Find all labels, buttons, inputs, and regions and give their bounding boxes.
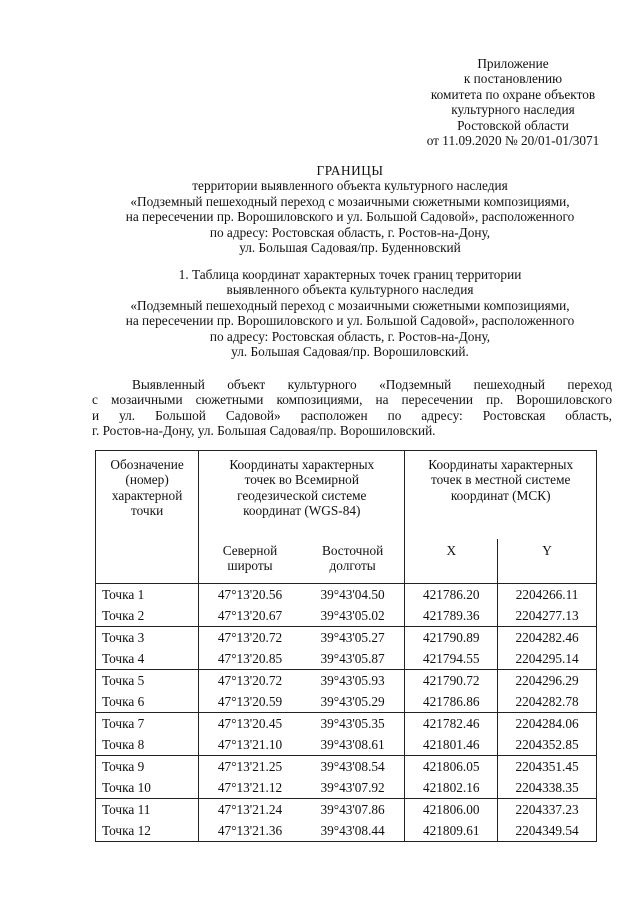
intro-line: г. Ростов-на-Дону, ул. Большая Садовая/пр. Ворошиловский. [92,423,436,439]
y-cell: 2204337.23 [498,799,597,821]
y-cell: 2204295.14 [515,650,579,666]
latitude-cell: 47°13'21.24 [199,799,301,821]
intro-paragraph [92,377,612,439]
latitude-cell: 47°13'20.56 [199,584,301,606]
latitude-cell: 47°13'21.12 [217,779,283,795]
appendix-line: комитета по охране объектов [430,86,596,102]
table-row [96,734,597,756]
table-row [96,799,597,821]
table-title-line: на пересечении пр. Ворошиловского и ул. Большой Садовой», расположенного [125,313,575,329]
title-line: «Подземный пешеходный переход с мозаичными сюжетными композициями, [130,193,570,209]
table-title-line: по адресу: Ростовская область, г. Ростов-на-Дону, [209,328,491,344]
header-x: X [405,539,498,584]
x-cell: 421786.86 [405,691,498,713]
x-cell: 421809.61 [405,820,498,842]
latitude-cell: 47°13'21.10 [217,736,283,752]
table-row [96,820,597,842]
latitude-cell: 47°13'20.72 [199,670,301,692]
table-row [96,648,597,670]
table-title-line: выявленного объекта культурного наследия [226,282,474,298]
table-row [96,777,597,799]
longitude-cell: 39°43'05.29 [301,691,405,713]
y-cell: 2204282.78 [515,693,579,709]
y-cell: 2204338.35 [515,779,579,795]
table-title-block [80,267,620,359]
table-row [96,670,597,692]
latitude-cell: 47°13'20.67 [217,607,283,623]
table-row [96,691,597,713]
coordinates-table [95,450,597,842]
longitude-cell: 39°43'05.27 [301,627,405,649]
longitude-cell: 39°43'05.02 [301,605,405,627]
point-cell: Точка 10 [96,777,199,799]
appendix-line: Ростовской области [457,117,569,133]
latitude-cell: 47°13'20.45 [199,713,301,735]
header-designation: Обозначение (номер) характерной точки [96,451,199,584]
appendix-line: к постановлению [463,71,563,87]
x-cell: 421802.16 [405,777,498,799]
intro-line: и ул. Большой Садовой» расположен по адресу: Ростовская область, [92,407,612,423]
appendix-date-number: от 11.09.2020 № 20/01-01/3071 [426,133,600,149]
latitude-cell: 47°13'20.85 [217,650,283,666]
table-row [96,756,597,778]
title-line: по адресу: Ростовская область, г. Ростов-на-Дону, [209,224,491,240]
header-msk: Координаты характерных точек в местной системе координат (МСК) [428,457,574,503]
x-cell: 421806.05 [405,756,498,778]
longitude-cell: 39°43'08.61 [301,734,405,756]
latitude-cell: 47°13'21.36 [217,822,283,838]
y-cell: 2204266.11 [498,584,597,606]
point-cell: Точка 9 [96,756,199,778]
point-cell: Точка 2 [96,605,199,627]
longitude-cell: 39°43'08.44 [301,820,405,842]
table-row [96,584,597,606]
point-cell: Точка 11 [96,799,199,821]
y-cell: 2204277.13 [515,607,579,623]
longitude-cell: 39°43'07.86 [301,799,405,821]
header-east-longitude: Восточной долготы [301,539,405,584]
y-cell: 2204351.45 [498,756,597,778]
title-line: ул. Большая Садовая/пр. Буденновский [239,240,461,256]
appendix-line: Приложение [477,56,549,71]
point-cell: Точка 8 [96,734,199,756]
y-cell: 2204282.46 [498,627,597,649]
latitude-cell: 47°13'21.25 [199,756,301,778]
latitude-cell: 47°13'20.72 [199,627,301,649]
point-cell: Точка 1 [96,584,199,606]
table-row [96,627,597,649]
longitude-cell: 39°43'05.93 [301,670,405,692]
title-line: территории выявленного объекта культурного наследия [192,178,508,194]
table-title-line: 1. Таблица координат характерных точек границ территории [178,267,522,282]
appendix-line: культурного наследия [451,102,575,118]
table-row [96,605,597,627]
document-heading: ГРАНИЦЫ [316,163,384,178]
longitude-cell: 39°43'05.35 [301,713,405,735]
x-cell: 421786.20 [405,584,498,606]
x-cell: 421790.72 [405,670,498,692]
title-line: на пересечении пр. Ворошиловского и ул. Большой Садовой», расположенного [125,209,575,225]
y-cell: 2204352.85 [515,736,579,752]
intro-line: с мозаичными сюжетными композициями, на пересечении пр. Ворошиловского [92,392,612,408]
y-cell: 2204349.54 [515,822,579,838]
header-wgs84: Координаты характерных точек во Всемирной геодезической системе координат (WGS-84) [199,451,405,540]
x-cell: 421801.46 [405,734,498,756]
x-cell: 421790.89 [405,627,498,649]
x-cell: 421806.00 [405,799,498,821]
y-cell: 2204284.06 [498,713,597,735]
longitude-cell: 39°43'04.50 [301,584,405,606]
header-y: Y [542,543,552,558]
x-cell: 421782.46 [405,713,498,735]
latitude-cell: 47°13'20.59 [217,693,283,709]
x-cell: 421794.55 [405,648,498,670]
header-north-latitude: Северной широты [222,543,278,574]
x-cell: 421789.36 [405,605,498,627]
y-cell: 2204296.29 [498,670,597,692]
table-title-line: «Подземный пешеходный переход с мозаичными сюжетными композициями, [130,297,570,313]
point-cell: Точка 12 [96,820,199,842]
point-cell: Точка 6 [96,691,199,713]
longitude-cell: 39°43'07.92 [301,777,405,799]
longitude-cell: 39°43'08.54 [301,756,405,778]
table-title-line: ул. Большая Садовая/пр. Ворошиловский. [231,344,469,360]
intro-line: Выявленный объект культурного «Подземный пешеходный переход [132,377,612,392]
table-row [96,713,597,735]
appendix-block [395,56,631,148]
point-cell: Точка 4 [96,648,199,670]
point-cell: Точка 3 [96,627,199,649]
longitude-cell: 39°43'05.87 [301,648,405,670]
document-title-block [80,163,620,255]
point-cell: Точка 5 [96,670,199,692]
point-cell: Точка 7 [96,713,199,735]
table-body [96,584,597,842]
